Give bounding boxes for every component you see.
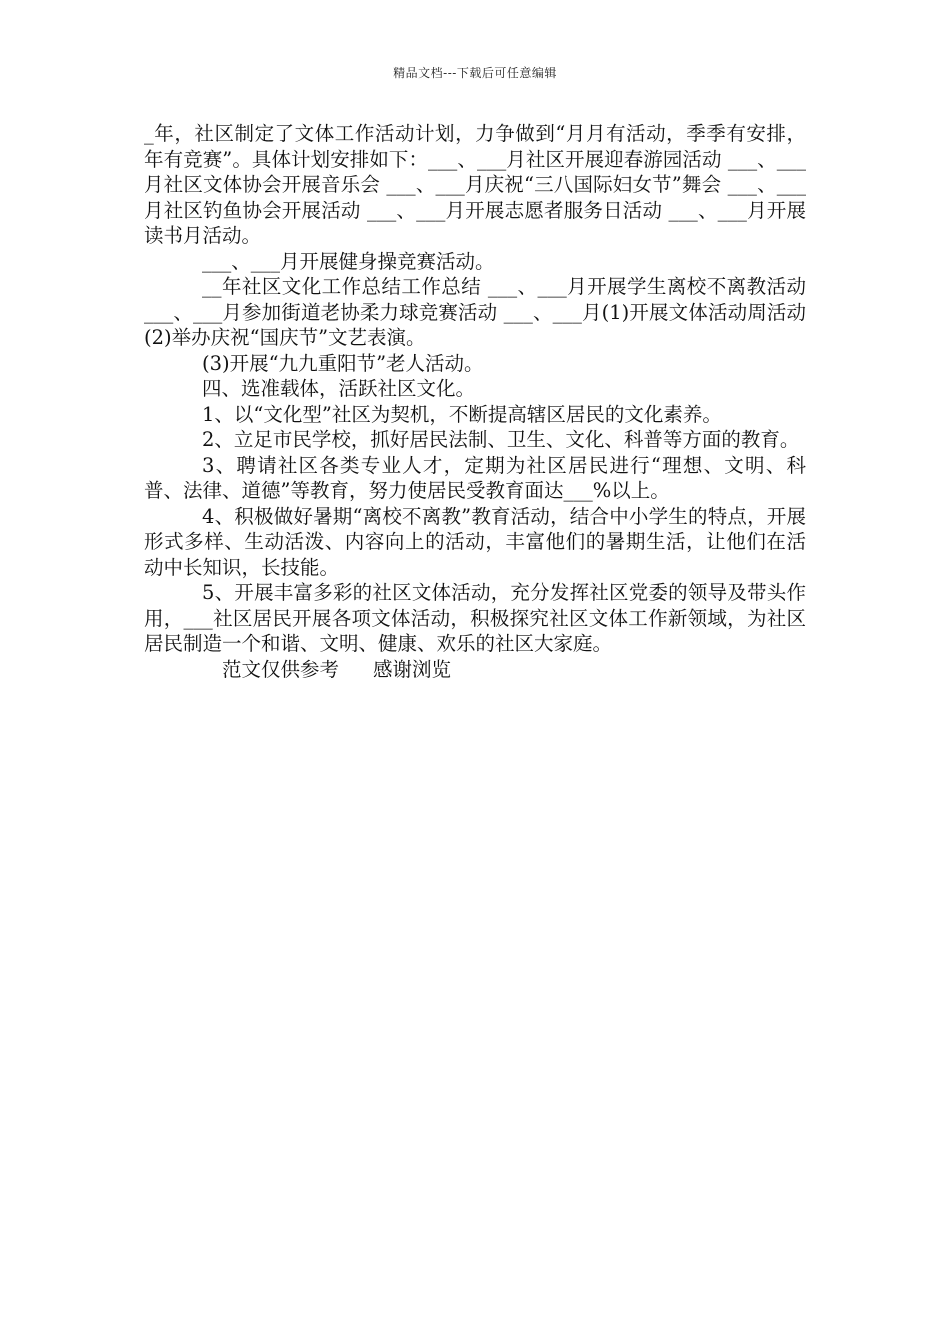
list-item-2: 2、立足市民学校，抓好居民法制、卫生、文化、科普等方面的教育。 (202, 428, 800, 451)
paragraph-elderly-event: (3)开展“九九重阳节”老人活动。 (202, 351, 484, 375)
closing-left-text: 范文仅供参考 (222, 657, 340, 681)
section-heading-four: 四、选准载体，活跃社区文化。 (202, 377, 476, 400)
page-header: 精品文档---下载后可任意编辑 (393, 66, 557, 80)
paragraph-fitness-event: ___、___月开展健身操竞赛活动。 (202, 249, 495, 273)
list-item-4: 4、积极做好暑期“离校不离教”教育活动，结合中小学生的特点，开展形式多样、生动活泼、内容向上的活动，丰富他们的暑期生活，让他们在活动中长知识，长技能。 (144, 504, 806, 579)
paragraph-plan-intro: _年，社区制定了文体工作活动计划，力争做到“月月有活动，季季有安排，年有竞赛”。具体计划安排如下：___、___月社区开展迎春游园活动 ___、___月社区文体协会开展音乐会 ___、___月庆祝“三八国际妇女节”舞会 ___、___月社区钓鱼协会开展活动 ___、___月开展志愿者服务日活动 ___、___月开展读书月活动。 (144, 122, 806, 247)
list-item-3: 3、聘请社区各类专业人才，定期为社区居民进行“理想、文明、科普、法律、道德”等教育，努力使居民受教育面达___%以上。 (144, 453, 806, 502)
closing-right-text: 感谢浏览 (373, 657, 452, 681)
closing-line (144, 657, 806, 683)
list-item-1: 1、以“文化型”社区为契机，不断提高辖区居民的文化素养。 (202, 402, 722, 426)
paragraph-annual-summary: __年社区文化工作总结工作总结 ___、___月开展学生离校不离教活动 ___、___月参加街道老协柔力球竞赛活动 ___、___月(1)开展文体活动周活动(2)举办庆祝“国庆节”文艺表演。 (144, 275, 813, 349)
list-item-5: 5、开展丰富多彩的社区文体活动，充分发挥社区党委的领导及带头作用，___社区居民开展各项文体活动，积极探究社区文体工作新领域，为社区居民制造一个和谐、文明、健康、欢乐的社区大家庭。 (144, 581, 806, 655)
document-body (144, 121, 813, 682)
